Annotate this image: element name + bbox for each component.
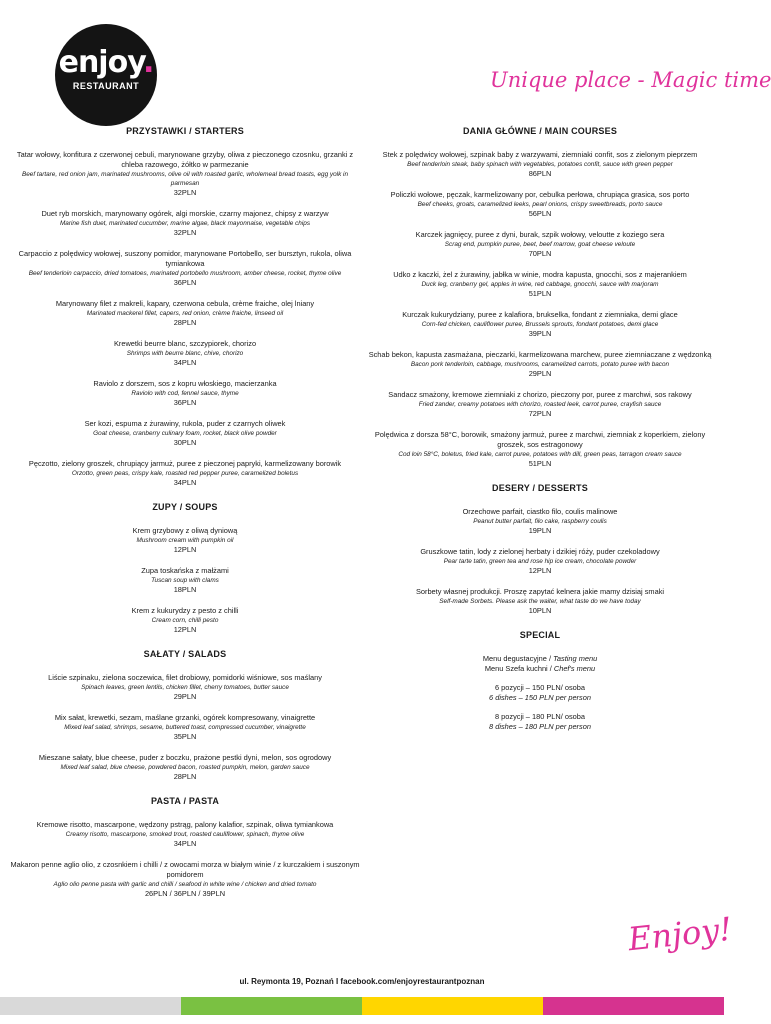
dish-name: Sorbety własnej produkcji. Proszę zapytać kelnera jakie mamy dzisiaj smaki	[415, 587, 665, 596]
dish-description: Bacon pork tenderloin, cabbage, mushrooms, caramelized carrots, potato puree with bacon	[410, 361, 670, 368]
dish-price: 35PLN	[173, 732, 197, 741]
dish-description: Beef tenderloin steak, baby spinach with vegetables, potatoes confit, sauce with green pepper	[407, 161, 673, 168]
menu-item	[364, 390, 716, 419]
dish-price: 29PLN	[173, 692, 197, 701]
left-column	[10, 126, 360, 913]
section-mains	[364, 126, 716, 469]
dish-name: Krem z kukurydzy z pesto z chilli	[131, 606, 239, 615]
menu-item	[10, 379, 360, 408]
dish-description: Goat cheese, cranberry culinary foam, rocket, black olive powder	[93, 430, 277, 437]
dish-name: Krem grzybowy z oliwą dyniową	[132, 526, 238, 535]
dish-name: Krewetki beurre blanc, szczypiorek, chorizo	[113, 339, 257, 348]
dish-price: 28PLN	[173, 318, 197, 327]
dish-description: Cod loin 58°C, boletus, fried kale, carrot puree, potatoes with dill, green peas, tarragon cream sauce	[398, 451, 682, 458]
dish-price: 70PLN	[528, 249, 552, 258]
dish-price: 72PLN	[528, 409, 552, 418]
section-title: DESERY / DESSERTS	[492, 483, 588, 493]
dish-description: Peanut butter parfait, filo cake, raspberry coulis	[473, 518, 607, 525]
menu-item	[10, 419, 360, 448]
section-salads	[10, 649, 360, 782]
dish-description: Beef tartare, red onion jam, marinated mushrooms, olive oil with roasted garlic, wholemeal bread toasts, egg yolk in parmesan	[21, 171, 349, 187]
dish-description: Fried zander, creamy potatoes with chorizo, roasted leek, carrot puree, crayfish sauce	[418, 401, 662, 408]
dish-price: 39PLN	[528, 329, 552, 338]
menu-item	[10, 820, 360, 849]
menu-item	[364, 350, 716, 379]
dish-price: 86PLN	[528, 169, 552, 178]
dish-description: Beef cheeks, groats, caramelized leeks, pearl onions, crispy sweetbreads, porto sauce	[417, 201, 663, 208]
dish-name: Stek z polędwicy wołowej, szpinak baby z warzywami, ziemniaki confit, sos z zielonym pieprzem	[382, 150, 698, 159]
restaurant-logo	[55, 24, 157, 126]
dish-description: Marine fish duet, marinated cucumber, marine algae, black mayonnaise, vegetable chips	[59, 220, 311, 227]
dish-name: Orzechowe parfait, ciastko filo, coulis malinowe	[462, 507, 618, 516]
menu-item	[10, 526, 360, 555]
dish-name: Raviolo z dorszem, sos z kopru włoskiego, macierzanka	[93, 379, 277, 388]
dish-price: 56PLN	[528, 209, 552, 218]
color-bar-4	[543, 997, 724, 1015]
dish-price: 51PLN	[528, 289, 552, 298]
section-desserts	[364, 483, 716, 616]
dish-price: 29PLN	[528, 369, 552, 378]
dish-price: 28PLN	[173, 772, 197, 781]
dish-name: Kremowe risotto, mascarpone, wędzony pstrąg, palony kalafior, szpinak, oliwa tymiankowa	[36, 820, 334, 829]
section-title: SAŁATY / SALADS	[143, 649, 227, 659]
dish-price: 19PLN	[528, 526, 552, 535]
dish-description: Spinach leaves, green lentils, chicken fillet, cherry tomatoes, butter sauce	[81, 684, 289, 691]
dish-name: Makaron penne aglio olio, z czosnkiem i chilli / z owocami morza w białym winie / z kurczakiem i suszonym pomidorem	[10, 860, 360, 879]
dish-name: Gruszkowe tatin, lody z zielonej herbaty i dzikiej róży, puder czekoladowy	[420, 547, 660, 556]
dish-description: Mixed leaf salad, shrimps, sesame, buttered toast, compressed cucumber, vinaigrette	[64, 724, 306, 731]
dish-description: Self-made Sorbets. Please ask the waiter, what taste do we have today	[439, 598, 641, 605]
section-title: PRZYSTAWKI / STARTERS	[126, 126, 244, 136]
dish-price: 34PLN	[173, 478, 197, 487]
dish-name: Mix sałat, krewetki, sezam, maślane grzanki, ogórek kompresowany, vinaigrette	[54, 713, 316, 722]
dish-name: Liście szpinaku, zielona soczewica, filet drobiowy, pomidorki wiśniowe, sos maślany	[48, 673, 322, 682]
dish-price: 32PLN	[173, 228, 197, 237]
section-title: ZUPY / SOUPS	[152, 502, 218, 512]
menu-item	[10, 566, 360, 595]
dish-description: Scrag end, pumpkin puree, beet, beef marrow, goat cheese veloute	[444, 241, 636, 248]
dish-name: Ser kozi, espuma z żurawiny, rukola, puder z czarnych oliwek	[84, 419, 286, 428]
menu-item	[10, 459, 360, 488]
dish-description: Creamy risotto, mascarpone, smoked trout, roasted cauliflower, spinach, thyme olive	[65, 831, 305, 838]
menu-item	[10, 860, 360, 899]
dish-description: Shrimps with beurre blanc, chive, chorizo	[126, 350, 244, 357]
dish-price: 12PLN	[173, 545, 197, 554]
section-special	[364, 630, 716, 732]
logo-subtitle: RESTAURANT	[72, 81, 140, 91]
dish-price: 30PLN	[173, 438, 197, 447]
color-bar-3	[362, 997, 543, 1015]
dish-name: Marynowany filet z makreli, kapary, czerwona cebula, crème fraiche, olej lniany	[55, 299, 315, 308]
dish-price: 12PLN	[528, 566, 552, 575]
dish-description: Pear tarte tatin, green tea and rose hip ice cream, chocolate powder	[443, 558, 637, 565]
dish-name: Udko z kaczki, żel z żurawiny, jabłka w winie, modra kapusta, gnocchi, sos z majerankiem	[393, 270, 687, 279]
tagline: Unique place - Magic time	[490, 68, 771, 92]
dish-price: 26PLN / 36PLN / 39PLN	[144, 889, 226, 898]
option-8-pl: 8 pozycji – 180 PLN/ osoba	[495, 712, 585, 721]
menu-item	[364, 270, 716, 299]
dish-name: Schab bekon, kapusta zasmażana, pieczarki, karmelizowana marchew, puree ziemniaczane z wędzonką	[368, 350, 712, 359]
dish-price: 12PLN	[173, 625, 197, 634]
dish-price: 32PLN	[173, 188, 197, 197]
dish-description: Corn-fed chicken, cauliflower puree, Brussels sprouts, fondant potatoes, demi glace	[421, 321, 659, 328]
menu-item	[10, 673, 360, 702]
menu-item	[364, 230, 716, 259]
section-title: PASTA / PASTA	[150, 796, 220, 806]
menu-item	[364, 547, 716, 576]
menu-item	[10, 249, 360, 288]
dish-description: Mushroom cream with pumpkin oil	[136, 537, 234, 544]
right-column	[364, 126, 716, 746]
menu-item	[364, 150, 716, 179]
dish-name: Carpaccio z polędwicy wołowej, suszony pomidor, marynowane Portobello, ser bursztyn, rukola, oliwa tymiankowa	[18, 249, 352, 268]
dish-price: 36PLN	[173, 278, 197, 287]
menu-item	[364, 310, 716, 339]
option-8-en: 8 dishes – 180 PLN per person	[489, 722, 591, 731]
color-bar-1	[0, 997, 181, 1015]
dish-description: Raviolo with cod, fennel sauce, thyme	[131, 390, 239, 397]
section-soups	[10, 502, 360, 635]
dish-name: Kurczak kukurydziany, puree z kalafiora, brukselka, fondant z ziemniaka, demi glace	[402, 310, 678, 319]
menu-item	[364, 190, 716, 219]
enjoy-signature: Enjoy!	[626, 909, 734, 959]
chef-menu: Menu Szefa kuchni / Chef's menu	[484, 664, 596, 673]
dish-description: Beef tenderloin carpaccio, dried tomatoes, marinated portobello mushroom, amber cheese, rocket, thyme olive	[28, 270, 342, 277]
option-6-pl: 6 pozycji – 150 PLN/ osoba	[495, 683, 585, 692]
dish-price: 36PLN	[173, 398, 197, 407]
dish-description: Aglio olio penne pasta with garlic and chilli / seafood in white wine / chicken and dried tomato	[53, 881, 317, 888]
dish-name: Duet ryb morskich, marynowany ogórek, algi morskie, czarny majonez, chipsy z warzyw	[41, 209, 329, 218]
dish-name: Sandacz smażony, kremowe ziemniaki z chorizo, pieczony por, puree z marchwi, sos rakowy	[388, 390, 692, 399]
menu-item	[364, 587, 716, 616]
dish-name: Mieszane sałaty, blue cheese, puder z boczku, prażone pestki dyni, melon, sos ogrodowy	[38, 753, 332, 762]
color-bar-2	[181, 997, 362, 1015]
menu-item	[10, 209, 360, 238]
dish-description: Orzotto, green peas, crispy kale, roasted red pepper puree, caramelized boletus	[71, 470, 299, 477]
menu-item	[10, 606, 360, 635]
dish-price: 18PLN	[173, 585, 197, 594]
menu-item	[10, 713, 360, 742]
section-starters	[10, 126, 360, 488]
section-pasta	[10, 796, 360, 899]
menu-item	[364, 507, 716, 536]
dish-price: 34PLN	[173, 358, 197, 367]
tasting-menu: Menu degustacyjne / Tasting menu	[482, 654, 598, 663]
dish-price: 51PLN	[528, 459, 552, 468]
dish-name: Karczek jagnięcy, puree z dyni, burak, szpik wołowy, veloutte z koziego sera	[415, 230, 665, 239]
dish-name: Zupa toskańska z małżami	[141, 566, 229, 575]
color-bars	[0, 997, 724, 1015]
menu-item	[10, 150, 360, 198]
dish-name: Policzki wołowe, pęczak, karmelizowany por, cebulka perłowa, chrupiąca grasica, sos porto	[390, 190, 690, 199]
footer-address: ul. Reymonta 19, Poznań I facebook.com/enjoyrestaurantpoznan	[239, 977, 485, 986]
dish-description: Tuscan soup with clams	[151, 577, 219, 584]
dish-price: 34PLN	[173, 839, 197, 848]
dish-description: Mixed leaf salad, blue cheese, powdered bacon, roasted pumpkin, melon, garden sauce	[60, 764, 310, 771]
section-title: DANIA GŁÓWNE / MAIN COURSES	[462, 126, 618, 136]
dish-description: Duck leg, cranberry gel, apples in wine, red cabbage, gnocchi, sauce with marjoram	[421, 281, 659, 288]
menu-item	[10, 299, 360, 328]
menu-item	[10, 753, 360, 782]
dish-description: Cream corn, chilli pesto	[151, 617, 219, 624]
logo-word: enjoy.	[58, 45, 154, 80]
dish-name: Tatar wołowy, konfitura z czerwonej cebuli, marynowane grzyby, oliwa z pieczonego czosnku, grzanki z chleba razowego, żółtko w parmezanie	[16, 150, 354, 169]
menu-item	[364, 430, 716, 469]
dish-name: Polędwica z dorsza 58°C, borowik, smażony jarmuż, puree z marchwi, ziemniak z koperkiem, zielony groszek, sos estragonowy	[374, 430, 706, 449]
option-6-en: 6 dishes – 150 PLN per person	[489, 693, 591, 702]
dish-price: 10PLN	[528, 606, 552, 615]
dish-description: Marinated mackerel fillet, capers, red onion, crème fraiche, linseed oil	[86, 310, 284, 317]
section-title: SPECIAL	[519, 630, 561, 640]
dish-name: Pęczotto, zielony groszek, chrupiący jarmuż, puree z pieczonej papryki, karmelizowany borowik	[28, 459, 342, 468]
menu-item	[10, 339, 360, 368]
